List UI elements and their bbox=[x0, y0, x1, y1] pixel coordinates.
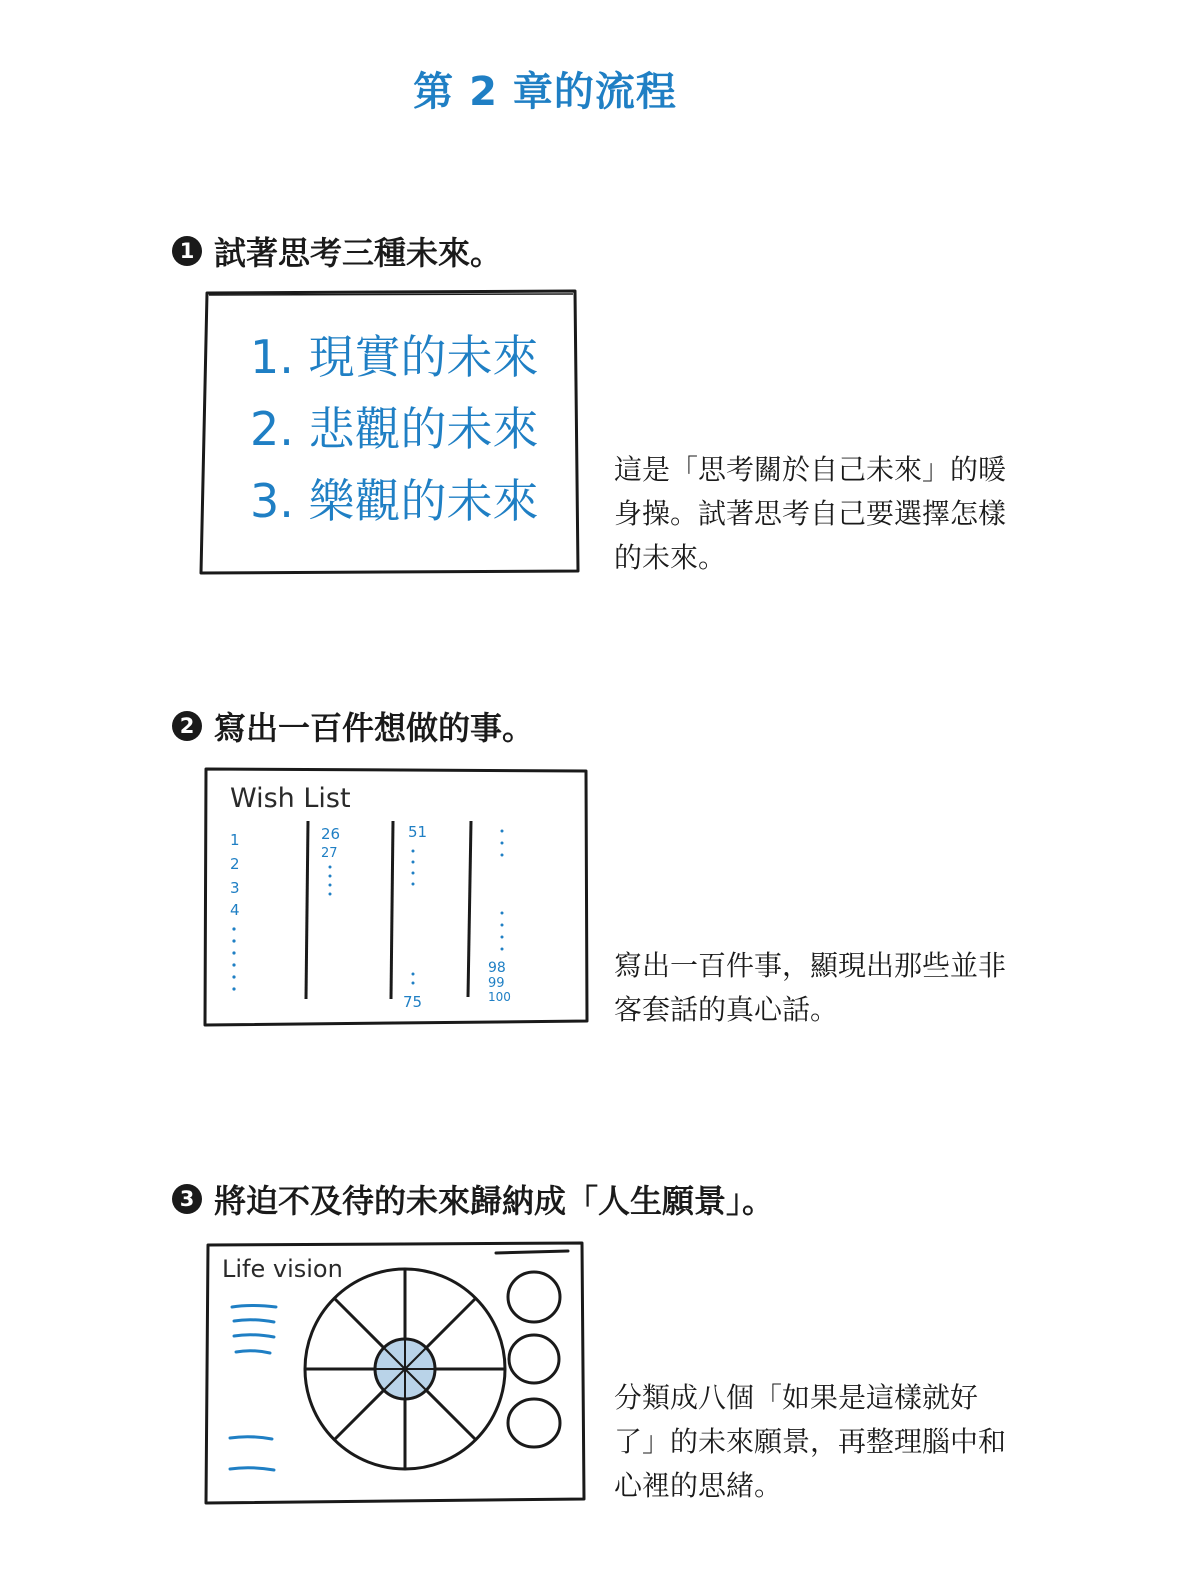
step-1-description-line: 這是「思考關於自己未來」的暖 bbox=[614, 453, 1007, 486]
step-3-description-line: 心裡的思緒。 bbox=[614, 1469, 783, 1502]
step-2-description-line: 客套話的真心話。 bbox=[614, 993, 839, 1026]
wish-number: 3 bbox=[230, 879, 240, 897]
wish-number: 75 bbox=[403, 993, 423, 1011]
step-1-heading-text: 試著思考三種未來。 bbox=[214, 234, 503, 272]
step-2-description bbox=[614, 944, 1034, 1032]
wish-number: 99 bbox=[488, 976, 505, 991]
step-3-description bbox=[614, 1376, 1034, 1508]
step-3-heading bbox=[172, 1176, 774, 1222]
wish-number: 2 bbox=[230, 855, 240, 873]
step-2-heading bbox=[172, 703, 534, 749]
step-1-heading bbox=[172, 228, 502, 274]
step-1-description bbox=[614, 448, 1034, 580]
step-2-heading-text: 寫出一百件想做的事。 bbox=[214, 709, 535, 747]
step-3-number-badge: 3 bbox=[172, 1184, 202, 1214]
page-title: 第 2 章的流程 bbox=[413, 69, 677, 115]
wish-number: 100 bbox=[488, 990, 511, 1004]
wish-number: 51 bbox=[408, 823, 428, 841]
step-3-description-line: 了」的未來願景，再整理腦中和 bbox=[614, 1425, 1007, 1458]
step-3-heading-text: 將迫不及待的未來歸納成「人生願景」。 bbox=[214, 1182, 775, 1220]
future-item-realistic: 1. 現實的未來 bbox=[250, 330, 539, 384]
wish-number: 26 bbox=[321, 825, 341, 843]
step-2-description-line: 寫出一百件事，顯現出那些並非 bbox=[614, 949, 1007, 982]
life-vision-title: Life vision bbox=[222, 1255, 343, 1283]
step-3-description-line: 分類成八個「如果是這樣就好 bbox=[614, 1381, 979, 1414]
three-futures-illustration bbox=[195, 285, 585, 580]
wish-number: 1 bbox=[230, 831, 240, 849]
wish-list-title: Wish List bbox=[230, 783, 351, 814]
wish-number: 4 bbox=[230, 901, 240, 919]
future-item-optimistic: 3. 樂觀的未來 bbox=[250, 474, 539, 528]
step-1-description-line: 的未來。 bbox=[614, 541, 727, 574]
wish-number: 98 bbox=[488, 960, 506, 976]
step-1-number-badge: 1 bbox=[172, 236, 202, 266]
future-item-pessimistic: 2. 悲觀的未來 bbox=[250, 402, 539, 456]
wish-number: 27 bbox=[321, 846, 338, 861]
life-vision-illustration bbox=[200, 1237, 590, 1509]
step-1-description-line: 身操。試著思考自己要選擇怎樣 bbox=[614, 497, 1007, 530]
step-2-number-badge: 2 bbox=[172, 711, 202, 741]
wish-list-illustration bbox=[200, 763, 592, 1031]
